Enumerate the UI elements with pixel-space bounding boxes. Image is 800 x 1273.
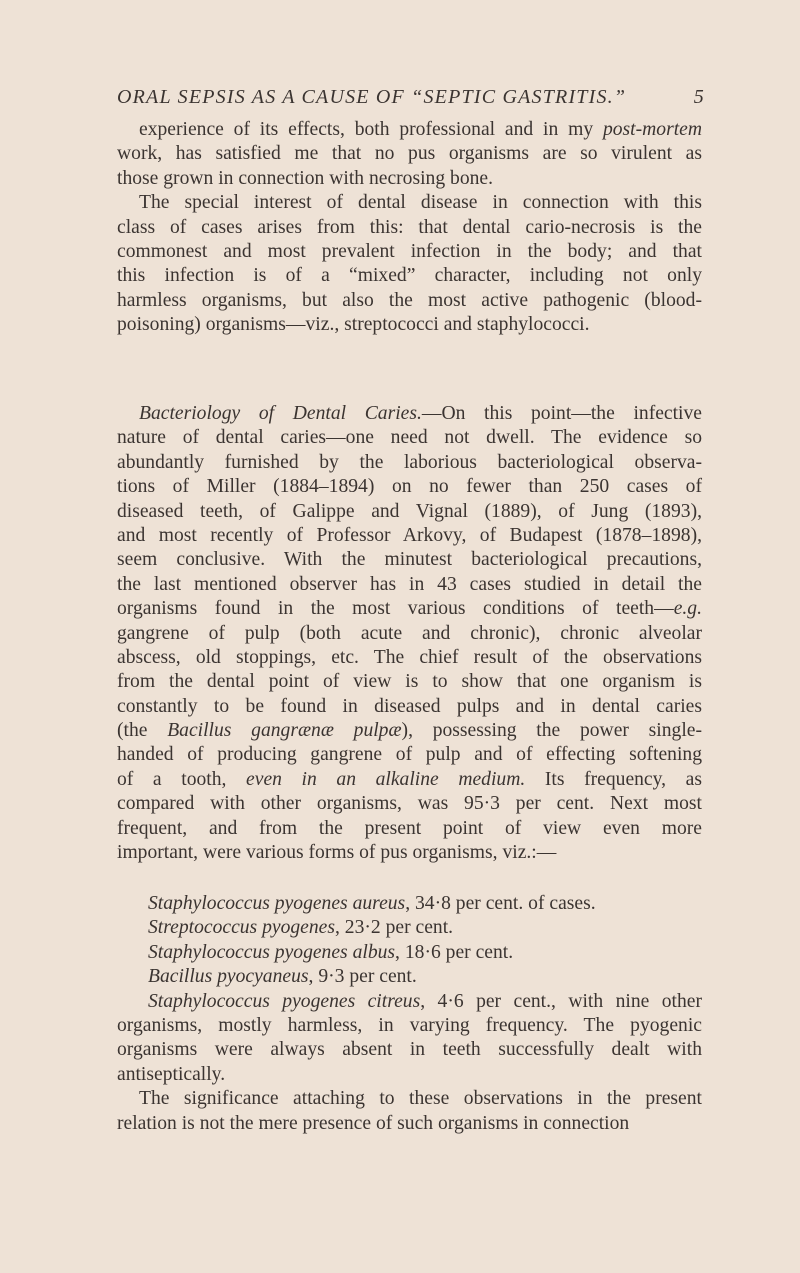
text-line bbox=[117, 289, 702, 313]
text: class of cases arises from this: that dental cario-necrosis is the bbox=[117, 216, 702, 238]
text-line bbox=[117, 841, 702, 865]
text: The special interest of dental disease in connection with this bbox=[139, 192, 702, 214]
paragraph-oral-sepsis bbox=[117, 118, 702, 338]
text-line bbox=[117, 573, 702, 597]
page-number: 5 bbox=[693, 86, 705, 108]
text: frequent, and from the present point of view even more bbox=[117, 817, 702, 839]
text-line bbox=[117, 191, 702, 215]
text-line bbox=[117, 719, 702, 743]
text: the last mentioned observer has in 43 cases studied in detail the bbox=[117, 573, 702, 595]
text-line bbox=[117, 597, 702, 621]
text-line bbox=[117, 475, 702, 499]
text-line bbox=[117, 167, 702, 191]
text-line bbox=[117, 768, 702, 792]
italic-text: Bacillus pyocyaneus bbox=[148, 966, 309, 988]
text-line bbox=[117, 216, 702, 240]
text-line bbox=[117, 142, 702, 166]
text: , 34·8 per cent. of cases. bbox=[405, 893, 596, 914]
running-title: ORAL SEPSIS AS A CAUSE OF “SEPTIC GASTRITIS.” bbox=[117, 86, 627, 108]
text: those grown in connection with necrosing bone. bbox=[117, 167, 494, 189]
italic-text: Staphylococcus pyogenes citreus bbox=[148, 990, 421, 1012]
text-line bbox=[117, 743, 702, 767]
list-item bbox=[117, 892, 702, 916]
text-line bbox=[117, 792, 702, 816]
text-line bbox=[117, 426, 702, 450]
text: nature of dental caries—one need not dwell. The evidence so bbox=[117, 427, 702, 449]
text-line bbox=[117, 646, 702, 670]
list-item bbox=[117, 965, 702, 989]
text: commonest and most prevalent infection in the body; and that bbox=[117, 240, 702, 262]
text: tions of Miller (1884–1894) on no fewer than 250 cases of bbox=[117, 476, 702, 498]
text: important, were various forms of pus organisms, viz.:— bbox=[117, 842, 557, 864]
text: poisoning) organisms—viz., streptococci and staphylococci. bbox=[117, 314, 590, 336]
text: antiseptically. bbox=[117, 1063, 226, 1085]
text: ), possessing the power single- bbox=[401, 720, 702, 742]
text-line bbox=[117, 1038, 702, 1062]
text: handed of producing gangrene of pulp and of effecting softening bbox=[117, 744, 702, 766]
text: , 9·3 per cent. bbox=[308, 966, 417, 988]
text: of a tooth, bbox=[117, 768, 247, 790]
text: relation is not the mere presence of such organisms in connection bbox=[117, 1112, 630, 1134]
text: compared with other organisms, was 95·3 per cent. Next most bbox=[117, 793, 702, 815]
text-line bbox=[117, 1087, 702, 1111]
text-line bbox=[117, 1063, 702, 1087]
text: gangrene of pulp (both acute and chronic), chronic alveolar bbox=[117, 622, 702, 644]
list-item bbox=[117, 916, 702, 940]
text: harmless organisms, but also the most active pathogenic (blood- bbox=[117, 289, 702, 311]
text-line bbox=[117, 524, 702, 548]
text: organisms were always absent in teeth successfully dealt with bbox=[117, 1039, 702, 1061]
text: constantly to be found in diseased pulps and in dental caries bbox=[117, 695, 702, 717]
text: , 4·6 per cent., with nine other bbox=[420, 990, 702, 1012]
text: seem conclusive. With the minutest bacteriological precautions, bbox=[117, 549, 702, 571]
text: (the bbox=[117, 720, 168, 742]
text-line bbox=[117, 548, 702, 572]
italic-text: Streptococcus pyogenes bbox=[148, 917, 335, 939]
text: , 18·6 per cent. bbox=[395, 941, 514, 963]
text: The significance attaching to these observations in the present bbox=[139, 1088, 702, 1110]
text-line bbox=[117, 695, 702, 719]
text: Its frequency, as bbox=[525, 768, 702, 790]
text-line bbox=[117, 402, 702, 426]
text-line bbox=[117, 1014, 702, 1038]
text: organisms, mostly harmless, in varying frequency. The pyogenic bbox=[117, 1014, 702, 1036]
text: organisms found in the most various conditions of teeth— bbox=[117, 598, 674, 620]
list-item bbox=[117, 941, 702, 965]
italic-text: e.g. bbox=[673, 598, 702, 620]
italic-text: Bacillus gangrænæ pulpæ bbox=[167, 720, 402, 742]
italic-text: Staphylococcus pyogenes albus bbox=[148, 941, 396, 963]
italic-text: post-mortem bbox=[602, 119, 702, 140]
text-line bbox=[117, 313, 702, 337]
text-line bbox=[117, 1112, 702, 1136]
text: diseased teeth, of Galippe and Vignal (1889), of Jung (1893), bbox=[117, 500, 702, 522]
text: —On this point—the infective bbox=[421, 403, 702, 424]
text-line bbox=[117, 622, 702, 646]
paragraph-bacteriology-of-dental-caries bbox=[117, 402, 702, 865]
text-line bbox=[117, 240, 702, 264]
text: this infection is of a “mixed” character, including not only bbox=[117, 265, 702, 287]
italic-text: Staphylococcus pyogenes aureus bbox=[148, 893, 406, 914]
text: from the dental point of view is to show that one organism is bbox=[117, 671, 702, 693]
text-line bbox=[117, 451, 702, 475]
text: abscess, old stoppings, etc. The chief result of the observations bbox=[117, 646, 702, 668]
text-line bbox=[117, 264, 702, 288]
list-item bbox=[117, 990, 702, 1014]
italic-text: even in an alkaline medium. bbox=[246, 768, 526, 790]
text-line bbox=[117, 670, 702, 694]
italic-text: Bacteriology of Dental Caries. bbox=[139, 403, 422, 424]
text: work, has satisfied me that no pus organisms are so virulent as bbox=[117, 143, 702, 165]
text-line bbox=[117, 500, 702, 524]
text: experience of its effects, both professional and in my bbox=[139, 119, 603, 140]
text: abundantly furnished by the laborious bacteriological observa- bbox=[117, 451, 702, 473]
text: and most recently of Professor Arkovy, of Budapest (1878–1898), bbox=[117, 524, 702, 546]
text-line bbox=[117, 817, 702, 841]
text: , 23·2 per cent. bbox=[334, 917, 454, 939]
text-line bbox=[117, 118, 702, 142]
running-header bbox=[117, 86, 705, 109]
organism-list-and-conclusion bbox=[117, 892, 702, 1136]
